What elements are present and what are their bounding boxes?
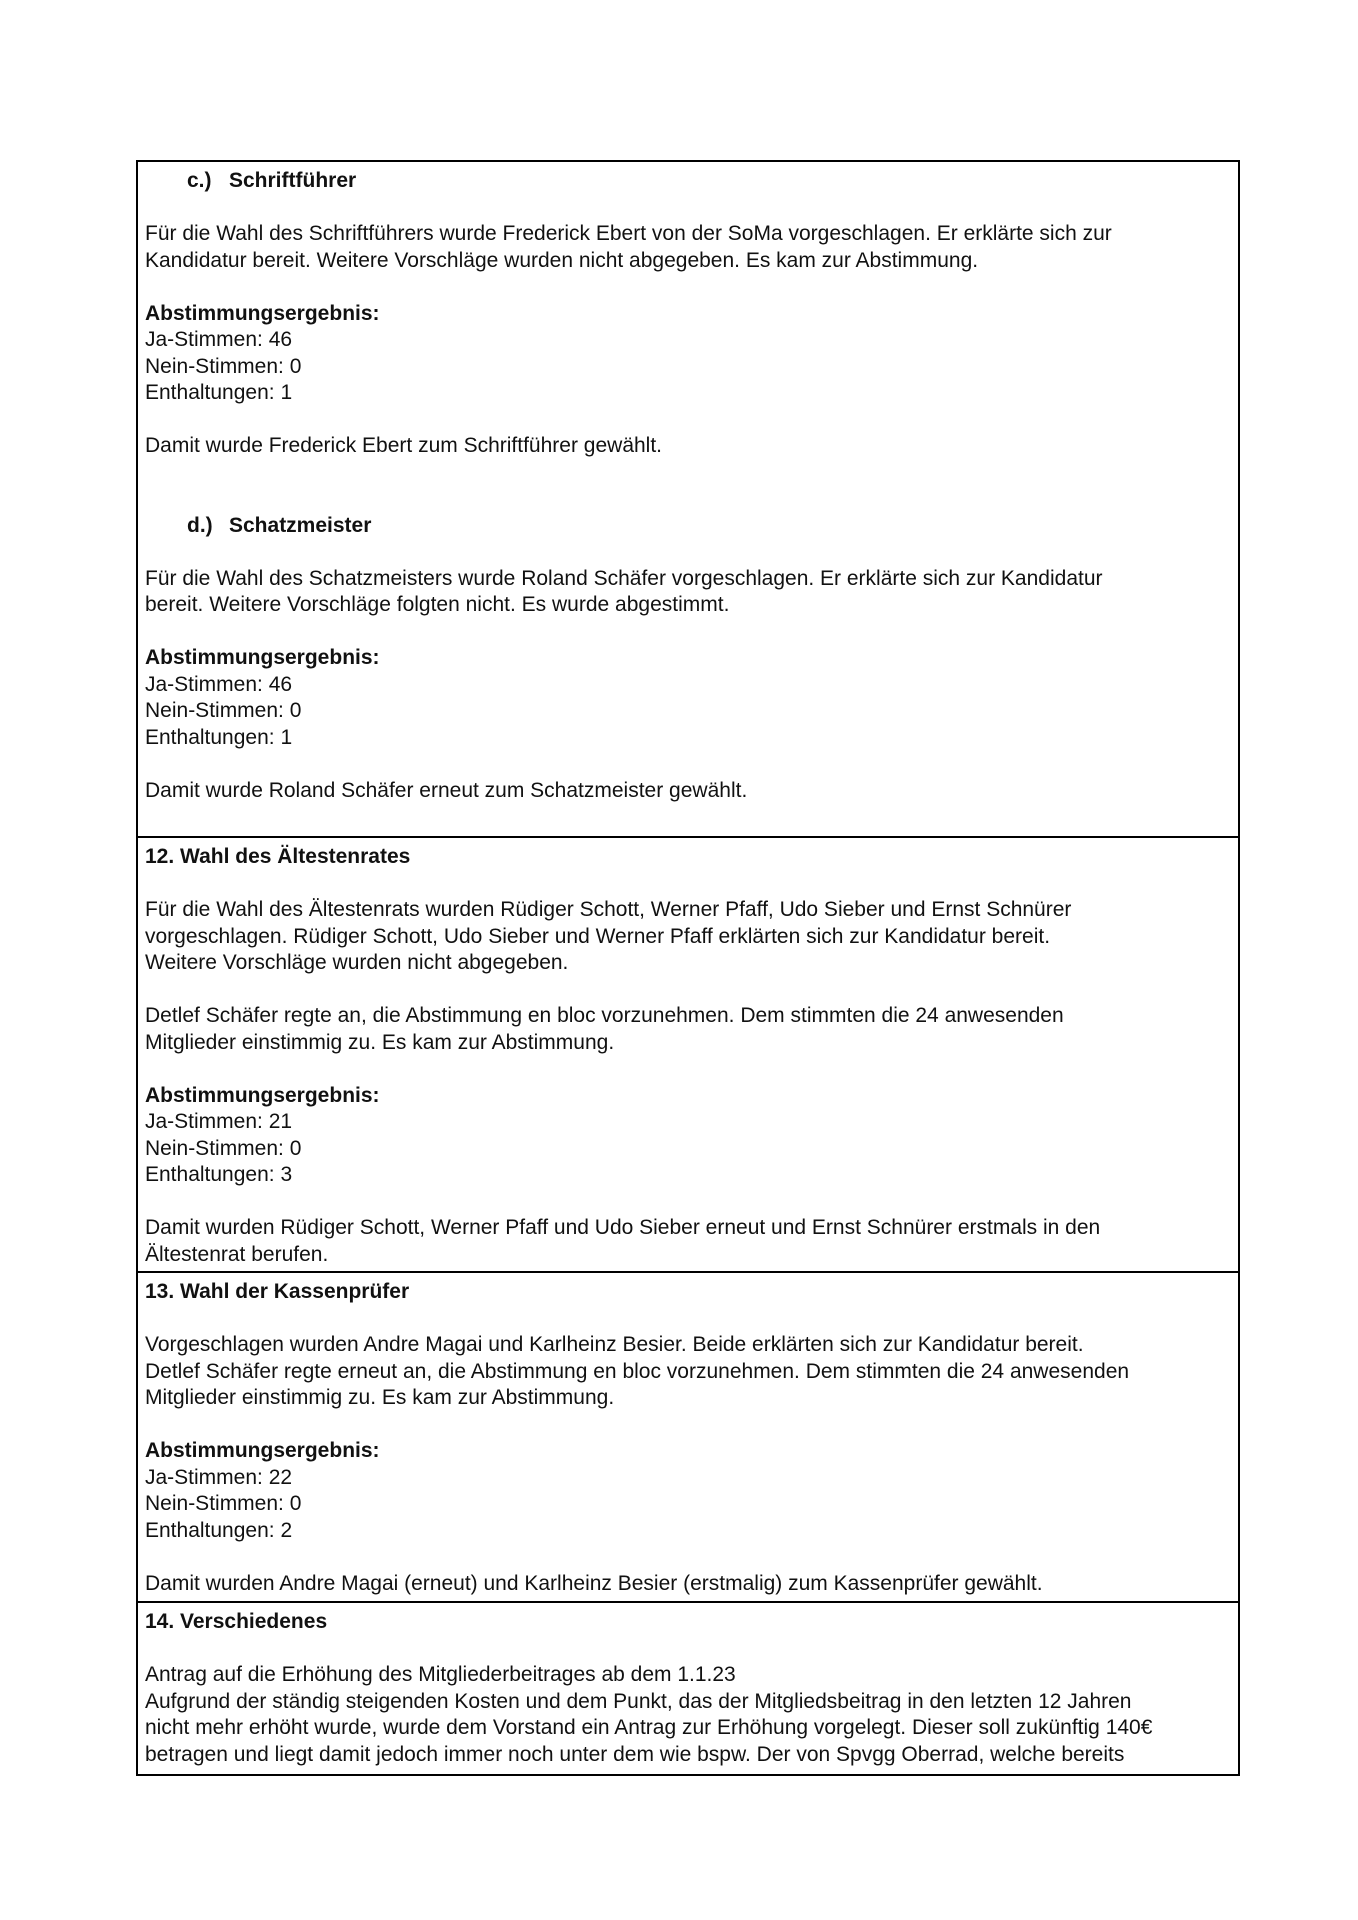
abstentions: Enthaltungen: 1	[145, 725, 293, 749]
section-title: 14. Verschiedenes	[145, 1610, 328, 1633]
no-votes: Nein-Stimmen: 0	[145, 1136, 302, 1160]
election-cell-aeltestenrat	[138, 836, 1238, 1271]
yes-votes: Ja-Stimmen: 46	[145, 672, 293, 696]
yes-votes: Ja-Stimmen: 22	[145, 1465, 293, 1489]
abstentions: Enthaltungen: 3	[145, 1163, 293, 1186]
yes-votes: Ja-Stimmen: 46	[145, 328, 293, 351]
conclusion: Ältestenrat berufen.	[145, 1242, 329, 1266]
section-title: 13. Wahl der Kassenprüfer	[145, 1280, 410, 1303]
misc-cell-verschiedenes	[138, 1601, 1238, 1774]
yes-votes: Ja-Stimmen: 21	[145, 1110, 293, 1133]
paragraph-line: bereit. Weitere Vorschläge folgten nicht. Es wurde abgestimmt.	[145, 593, 730, 616]
conclusion: Damit wurden Andre Magai (erneut) und Karlheinz Besier (erstmalig) zum Kassenprüfer gewählt.	[145, 1571, 1043, 1595]
section-heading-schatzmeister	[145, 513, 1232, 540]
protocol-table	[136, 160, 1240, 1776]
no-votes: Nein-Stimmen: 0	[145, 699, 302, 722]
result-heading: Abstimmungsergebnis:	[145, 1083, 380, 1107]
section-label: c.)	[187, 169, 212, 192]
paragraph-line: Für die Wahl des Ältestenrats wurden Rüdiger Schott, Werner Pfaff, Udo Sieber und Ernst Schnürer	[145, 898, 1072, 921]
paragraph-line: Mitglieder einstimmig zu. Es kam zur Abstimmung.	[145, 1030, 615, 1054]
result-heading: Abstimmungsergebnis:	[145, 646, 380, 669]
conclusion: Damit wurde Roland Schäfer erneut zum Schatzmeister gewählt.	[145, 778, 748, 802]
result-heading: Abstimmungsergebnis:	[145, 1439, 380, 1462]
result-heading: Abstimmungsergebnis:	[145, 301, 380, 325]
paragraph-line: Für die Wahl des Schriftführers wurde Frederick Ebert von der SoMa vorgeschlagen. Er erklärte sich zur	[145, 222, 1112, 245]
section-label: d.)	[187, 513, 213, 537]
election-cell-officers	[138, 162, 1238, 836]
section-title: Schatzmeister	[229, 513, 372, 537]
paragraph-line: Für die Wahl des Schatzmeisters wurde Roland Schäfer vorgeschlagen. Er erklärte sich zur Kandidatur	[145, 566, 1103, 590]
paragraph-line: Mitglieder einstimmig zu. Es kam zur Abstimmung.	[145, 1386, 615, 1409]
paragraph-line: vorgeschlagen. Rüdiger Schott, Udo Sieber und Werner Pfaff erklärten sich zur Kandidatur bereit.	[145, 924, 1051, 948]
section-heading-schriftfuehrer	[145, 168, 1232, 195]
conclusion: Damit wurden Rüdiger Schott, Werner Pfaff und Udo Sieber erneut und Ernst Schnürer erstmals in den	[145, 1216, 1101, 1239]
section-title: Schriftführer	[229, 169, 357, 192]
abstentions: Enthaltungen: 1	[145, 381, 293, 404]
election-cell-kassenpruefer	[138, 1271, 1238, 1601]
paragraph-line: Kandidatur bereit. Weitere Vorschläge wurden nicht abgegeben. Es kam zur Abstimmung.	[145, 248, 979, 272]
paragraph-line: Weitere Vorschläge wurden nicht abgegeben.	[145, 951, 569, 974]
paragraph-line: Detlef Schäfer regte an, die Abstimmung en bloc vorzunehmen. Dem stimmten die 24 anwesenden	[145, 1004, 1064, 1027]
paragraph-line: Detlef Schäfer regte erneut an, die Abstimmung en bloc vorzunehmen. Dem stimmten die 24 anwesenden	[145, 1359, 1130, 1383]
paragraph-line: nicht mehr erhöht wurde, wurde dem Vorstand ein Antrag zur Erhöhung vorgelegt. Dieser soll zukünftig 140€	[145, 1716, 1153, 1739]
paragraph-line: Vorgeschlagen wurden Andre Magai und Karlheinz Besier. Beide erklärten sich zur Kandidatur bereit.	[145, 1333, 1084, 1356]
section-title: 12. Wahl des Ältestenrates	[145, 845, 411, 868]
no-votes: Nein-Stimmen: 0	[145, 354, 302, 378]
conclusion: Damit wurde Frederick Ebert zum Schriftführer gewählt.	[145, 434, 663, 457]
abstentions: Enthaltungen: 2	[145, 1518, 293, 1542]
paragraph-line: Antrag auf die Erhöhung des Mitgliederbeitrages ab dem 1.1.23	[145, 1663, 736, 1686]
paragraph-line: Aufgrund der ständig steigenden Kosten und dem Punkt, das der Mitgliedsbeitrag in den letzten 12 Jahren	[145, 1689, 1132, 1713]
paragraph-line: betragen und liegt damit jedoch immer noch unter dem wie bspw. Der von Spvgg Oberrad, welche bereits	[145, 1742, 1125, 1766]
no-votes: Nein-Stimmen: 0	[145, 1492, 302, 1515]
